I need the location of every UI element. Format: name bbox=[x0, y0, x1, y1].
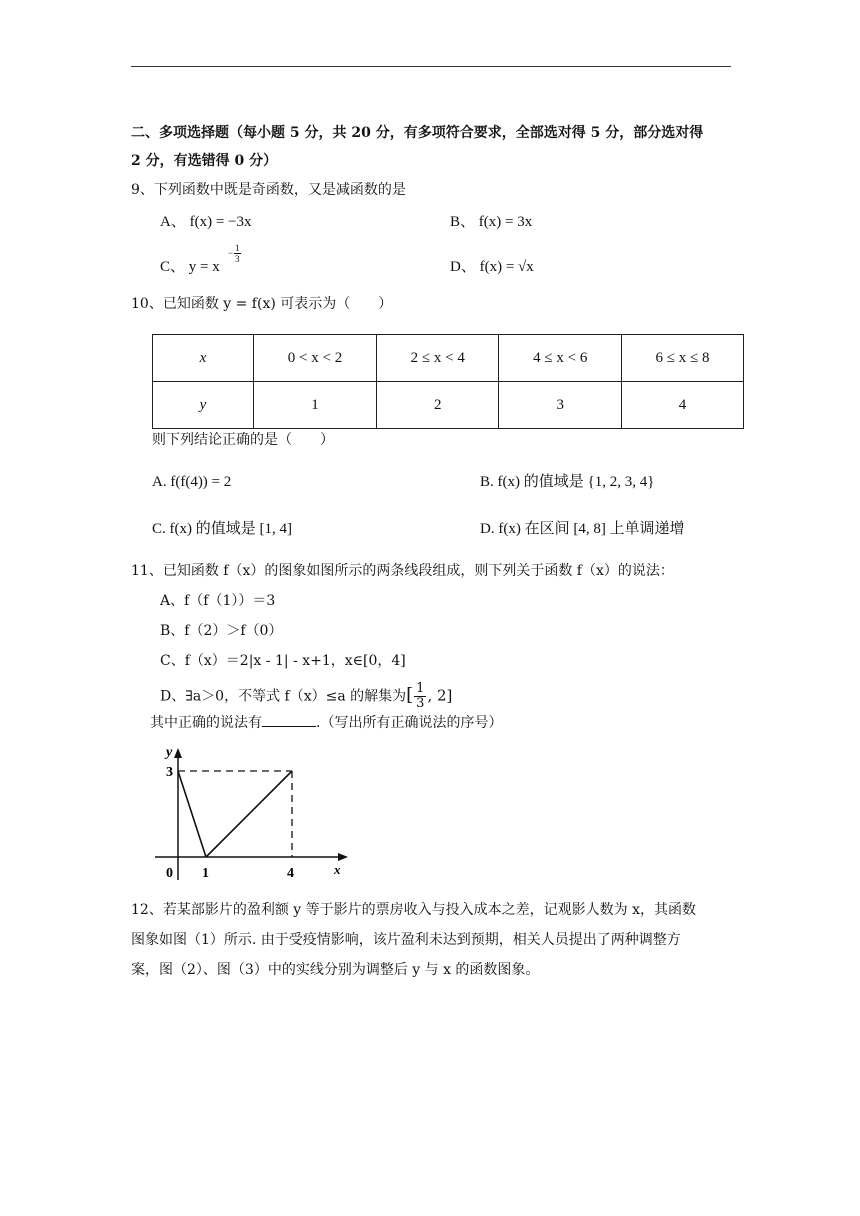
q10-option-b: B. f(x) 的值域是 {1, 2, 3, 4} bbox=[480, 474, 655, 490]
section-title-line2: 2 分，有选错得 0 分） bbox=[131, 153, 278, 169]
q11-option-d-text: D、∃a＞0，不等式 f（x）≤a 的解集为 bbox=[160, 688, 407, 705]
table-cell: x bbox=[153, 335, 254, 382]
table-cell: 1 bbox=[254, 382, 377, 429]
table-row-y bbox=[153, 382, 744, 429]
origin-label: 0 bbox=[166, 866, 173, 881]
q11-option-d: D、∃a＞0，不等式 f（x）≤a 的解集为[ $\frac{1}{3}$ , 2] bbox=[160, 681, 453, 711]
tick-y3: 3 bbox=[166, 765, 173, 780]
fraction-num: 1 bbox=[416, 681, 425, 696]
table-cell: 6 ≤ x ≤ 8 bbox=[621, 335, 743, 382]
table-cell: 4 ≤ x < 6 bbox=[499, 335, 622, 382]
q9-stem: 9、下列函数中既是奇函数，又是减函数的是 bbox=[131, 182, 406, 198]
q12-line2: 图象如图（1）所示. 由于受疫情影响，该片盈利未达到预期，相关人员提出了两种调整方 bbox=[131, 932, 681, 948]
q9-exp-num: 1 bbox=[235, 243, 240, 253]
q11-stem: 11、已知函数 f（x）的图象如图所示的两条线段组成，则下列关于函数 f（x）的说法： bbox=[131, 563, 674, 579]
table-cell: 2 bbox=[376, 382, 499, 429]
q11-option-a: A、f（f（1））＝3 bbox=[160, 593, 276, 609]
q11-option-d-tail: , 2] bbox=[427, 686, 453, 705]
q10-follow: 则下列结论正确的是（ ） bbox=[152, 432, 334, 448]
segment-0-1 bbox=[178, 771, 206, 857]
table-row-x bbox=[153, 335, 744, 382]
q9-option-c bbox=[160, 243, 240, 277]
q9-option-c-base: C、 y = x bbox=[160, 259, 220, 275]
q9-exp-den: 3 bbox=[235, 254, 240, 264]
q10-stem: 10、已知函数 y = f(x) 可表示为（ ） bbox=[131, 296, 393, 312]
q12-line3: 案，图（2）、图（3）中的实线分别为调整后 y 与 x 的函数图象。 bbox=[131, 962, 540, 978]
q10-option-a: A. f(f(4)) = 2 bbox=[152, 474, 232, 490]
q12-line1: 12、若某部影片的盈利额 y 等于影片的票房收入与投入成本之差，记观影人数为 x，其函数 bbox=[131, 902, 696, 918]
q9-option-b: B、 f(x) = 3x bbox=[450, 214, 533, 230]
table-cell: y bbox=[153, 382, 254, 429]
q11-graph bbox=[150, 740, 360, 885]
table-cell: 2 ≤ x < 4 bbox=[376, 335, 499, 382]
q9-option-d: D、 f(x) = √x bbox=[450, 259, 534, 275]
q11-fraction bbox=[414, 682, 426, 711]
q11-option-c: C、f（x）＝2|x - 1| - x+1，x∈[0，4] bbox=[160, 653, 406, 669]
header-rule bbox=[131, 66, 731, 67]
x-axis-arrow bbox=[338, 853, 348, 861]
q11-option-b: B、f（2）＞f（0） bbox=[160, 623, 283, 639]
table-cell: 4 bbox=[621, 382, 743, 429]
q10-table bbox=[152, 334, 744, 429]
q9-option-a: A、 f(x) = −3x bbox=[160, 214, 252, 230]
table-cell: 3 bbox=[499, 382, 622, 429]
x-axis-label: x bbox=[334, 862, 341, 877]
q10-option-c: C. f(x) 的值域是 [1, 4] bbox=[152, 521, 292, 537]
segment-1-4 bbox=[206, 771, 292, 857]
y-axis-arrow bbox=[174, 748, 182, 758]
section-title-line1: 二、多项选择题（每小题 5 分，共 20 分，有多项符合要求，全部选对得 5 分，部分选对得 bbox=[131, 125, 704, 141]
q10-option-d: D. f(x) 在区间 [4, 8] 上单调递增 bbox=[480, 521, 685, 537]
answer-blank bbox=[262, 712, 316, 727]
q11-answer-line: 其中正确的说法有 .（写出所有正确说法的序号） bbox=[150, 712, 502, 733]
tick-x1: 1 bbox=[202, 866, 209, 881]
fraction-den: 3 bbox=[416, 696, 425, 711]
y-axis-label: y bbox=[166, 745, 173, 760]
q9-option-c-exponent: − 1 3 bbox=[228, 243, 240, 264]
table-cell: 0 < x < 2 bbox=[254, 335, 377, 382]
tick-x4: 4 bbox=[287, 866, 294, 881]
